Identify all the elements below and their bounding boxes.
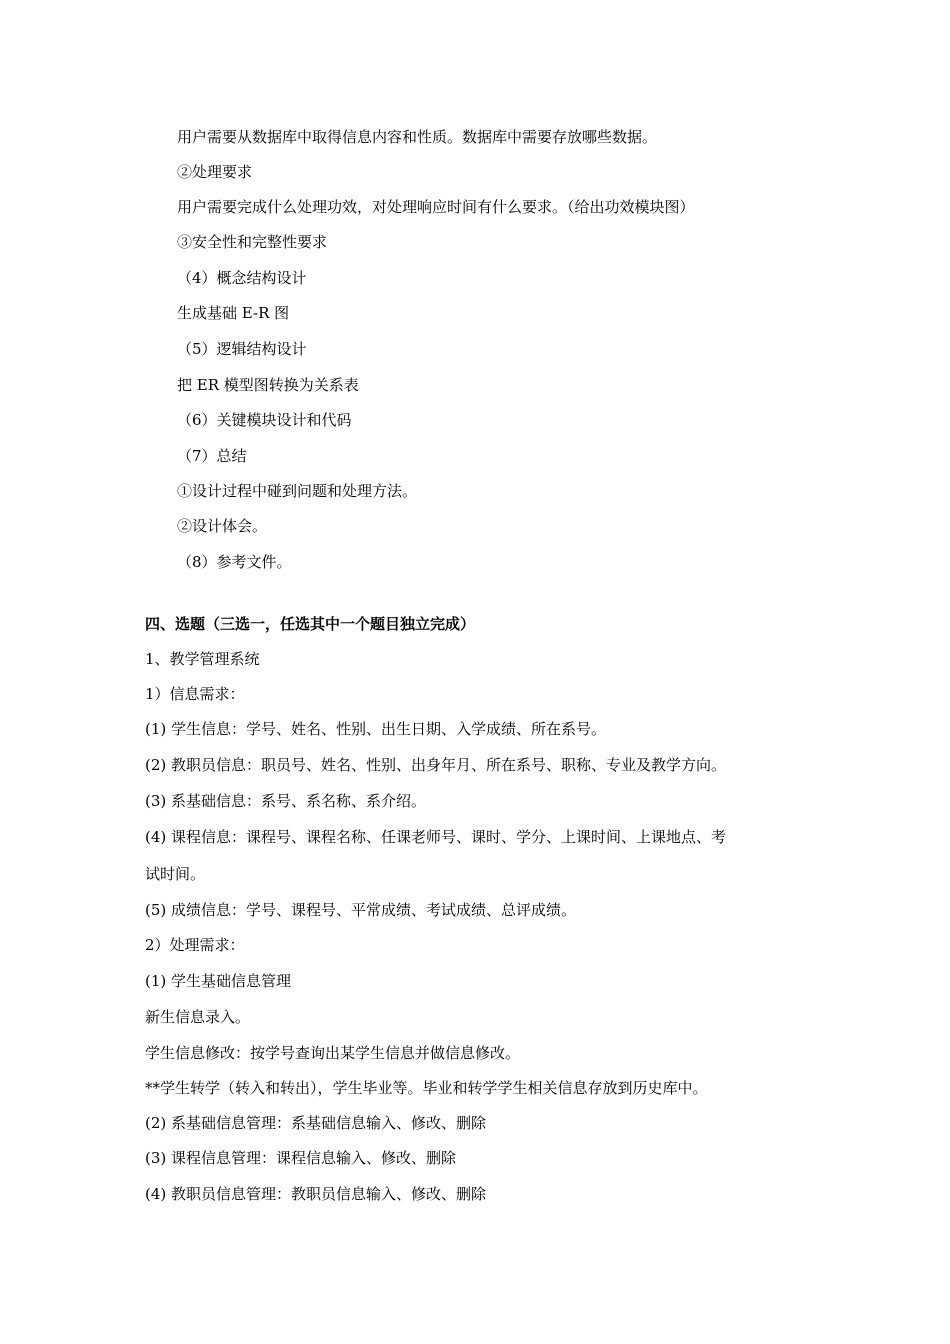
paragraph-data-content: 用户需要从数据库中取得信息内容和性质。数据库中需要存放哪些数据。 (177, 128, 658, 146)
info-item-student: (1) 学生信息：学号、姓名、性别、出生日期、入学成绩、所在系号。 (145, 720, 607, 738)
subheading-security-integrity: ③安全性和完整性要求 (177, 233, 328, 251)
info-item-department: (3) 系基础信息：系号、系名称、系介绍。 (145, 792, 427, 810)
heading-references: （8）参考文件。 (177, 553, 292, 571)
proc-item-student-modify: 学生信息修改：按学号查询出某学生信息并做信息修改。 (145, 1044, 521, 1062)
info-item-course-continued: 试时间。 (145, 865, 206, 883)
heading-conceptual-design: （4）概念结构设计 (177, 269, 307, 287)
topic-title: 1、教学管理系统 (145, 650, 260, 668)
proc-item-course-management: (3) 课程信息管理：课程信息输入、修改、删除 (145, 1149, 457, 1167)
subheading-processing-requirements: ②处理要求 (177, 163, 253, 181)
paragraph-problems-solutions: ①设计过程中碰到问题和处理方法。 (177, 482, 418, 500)
section-heading: 四、选题（三选一，任选其中一个题目独立完成） (145, 615, 476, 633)
proc-item-student-management: (1) 学生基础信息管理 (145, 972, 292, 990)
paragraph-er-diagram: 生成基础 E-R 图 (177, 304, 290, 322)
info-item-grades: (5) 成绩信息：学号、课程号、平常成绩、考试成绩、总评成绩。 (145, 901, 577, 919)
info-item-staff: (2) 教职员信息：职员号、姓名、性别、出身年月、所在系号、职称、专业及教学方向。 (145, 756, 727, 774)
proc-item-department-management: (2) 系基础信息管理：系基础信息输入、修改、删除 (145, 1114, 487, 1132)
processing-requirements-heading: 2）处理需求： (145, 936, 245, 954)
heading-summary: （7）总结 (177, 447, 247, 465)
info-requirements-heading: 1）信息需求： (145, 685, 245, 703)
proc-item-staff-management: (4) 教职员信息管理：教职员信息输入、修改、删除 (145, 1185, 487, 1203)
proc-item-transfer-graduation: **学生转学（转入和转出），学生毕业等。毕业和转学学生相关信息存放到历史库中。 (145, 1079, 708, 1097)
info-item-course: (4) 课程信息：课程号、课程名称、任课老师号、课时、学分、上课时间、上课地点、考 (145, 828, 727, 846)
heading-logical-design: （5）逻辑结构设计 (177, 340, 307, 358)
heading-key-modules: （6）关键模块设计和代码 (177, 411, 352, 429)
paragraph-processing-functions: 用户需要完成什么处理功效，对处理响应时间有什么要求。（给出功效模块图） (177, 198, 695, 216)
paragraph-design-experience: ②设计体会。 (177, 517, 268, 535)
proc-item-new-student-entry: 新生信息录入。 (145, 1008, 251, 1026)
paragraph-er-to-relations: 把 ER 模型图转换为关系表 (177, 376, 359, 394)
